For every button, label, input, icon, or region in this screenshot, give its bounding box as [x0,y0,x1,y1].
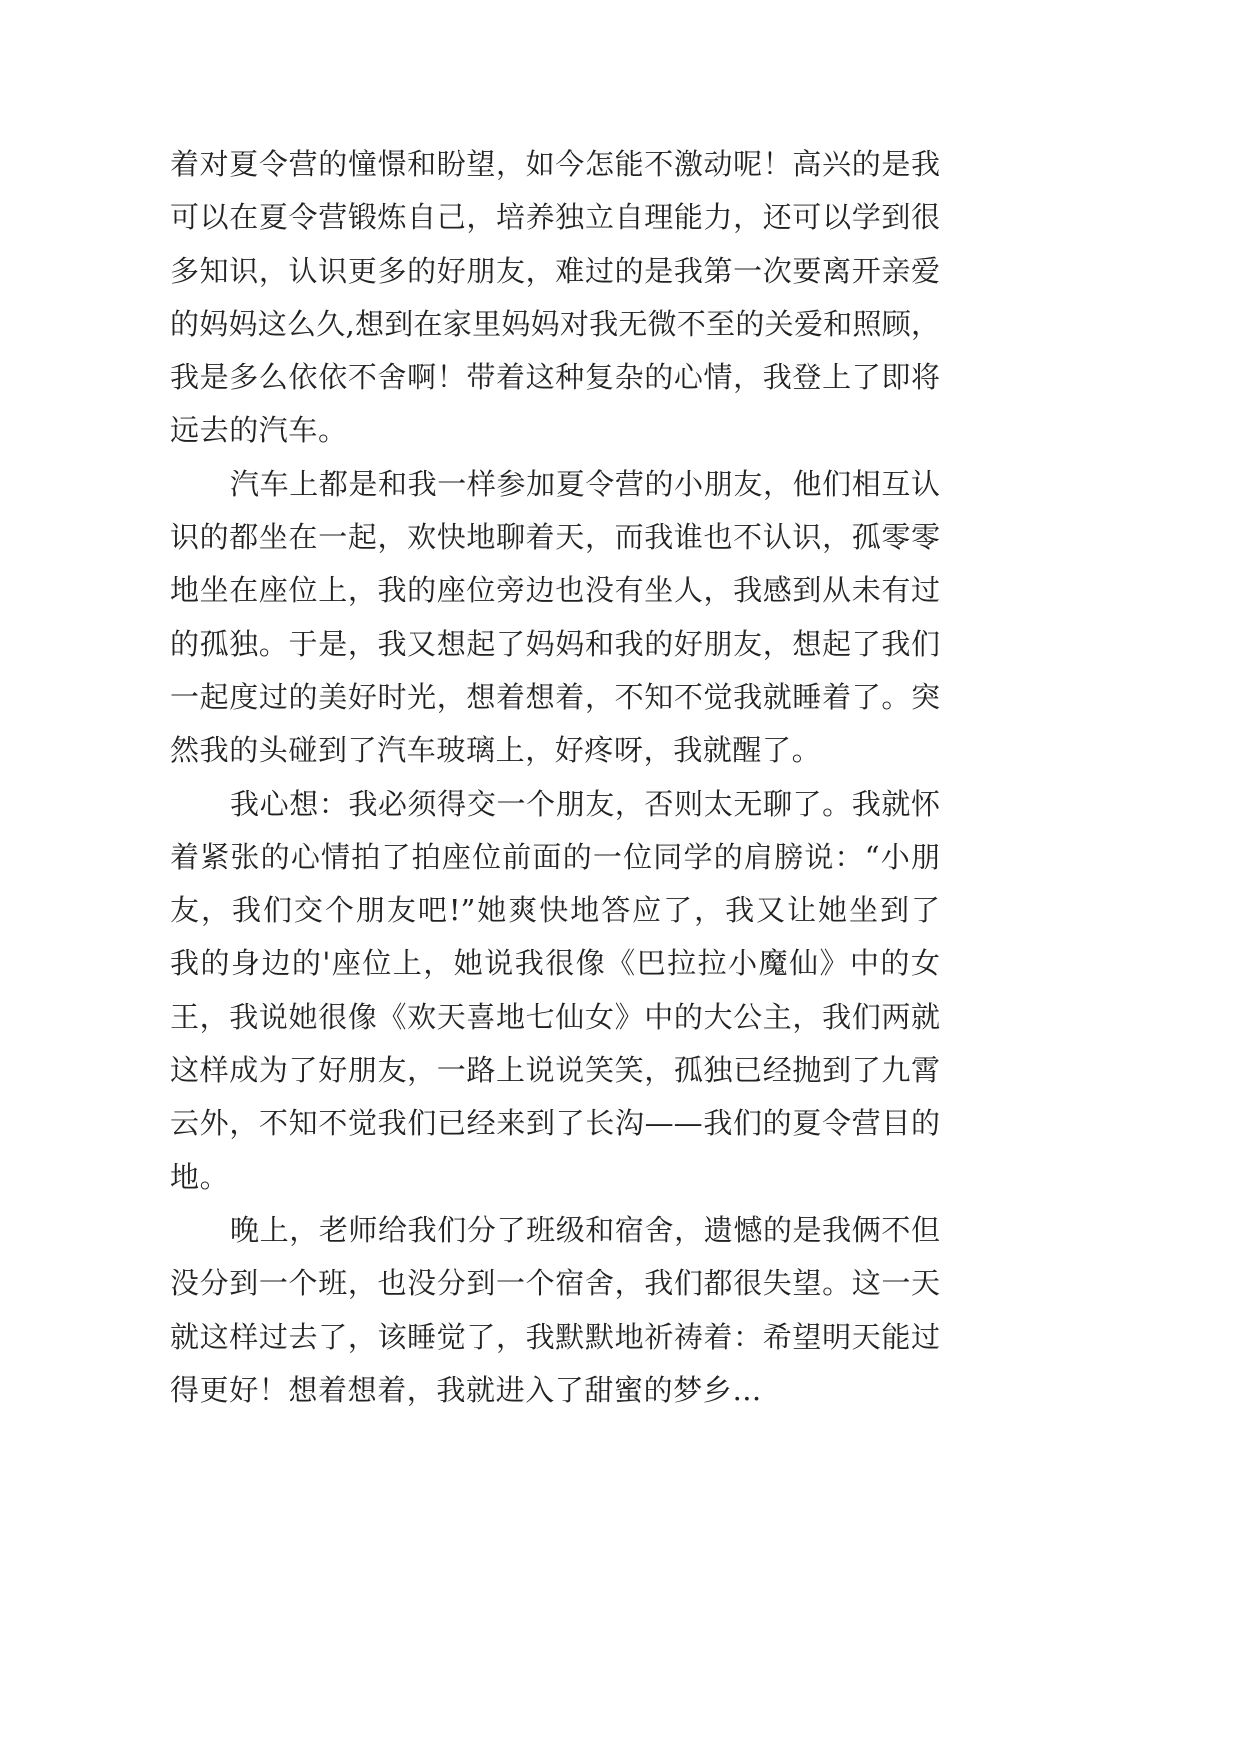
paragraph [170,778,940,1204]
paragraph [170,458,940,778]
text-line: 没分到一个班，也没分到一个宿舍，我们都很失望。这一天 [170,1266,940,1301]
text-line: 晚上，老师给我们分了班级和宿舍，遗憾的是我俩不但 [230,1212,940,1247]
text-line: 我心想：我必须得交一个朋友，否则太无聊了。我就怀 [230,786,940,821]
text-line: 远去的汽车。 [170,413,348,448]
text-line: 这样成为了好朋友，一路上说说笑笑，孤独已经抛到了九霄 [170,1053,940,1088]
text-line: 识的都坐在一起，欢快地聊着天，而我谁也不认识，孤零零 [170,520,940,555]
text-line: 一起度过的美好时光，想着想着，不知不觉我就睡着了。突 [170,679,940,714]
paragraph [170,138,940,458]
text-line: 我的身边的'座位上，她说我很像《巴拉拉小魔仙》中的女 [170,946,940,981]
text-line: 汽车上都是和我一样参加夏令营的小朋友，他们相互认 [230,466,940,501]
text-line: 可以在夏令营锻炼自己，培养独立自理能力，还可以学到很 [170,200,940,235]
text-line: 我是多么依依不舍啊！带着这种复杂的心情，我登上了即将 [170,360,940,395]
document-body [170,138,940,1417]
text-line: 的妈妈这么久,想到在家里妈妈对我无微不至的关爱和照顾， [170,306,940,341]
text-line: 地。 [170,1159,230,1194]
text-line: 着对夏令营的憧憬和盼望，如今怎能不激动呢！高兴的是我 [170,147,940,181]
text-line: 王，我说她很像《欢天喜地七仙女》中的大公主，我们两就 [170,999,940,1034]
paragraph [170,1204,940,1417]
text-line: 的孤独。于是，我又想起了妈妈和我的好朋友，想起了我们 [170,626,940,661]
text-line: 多知识，认识更多的好朋友，难过的是我第一次要离开亲爱 [170,253,940,288]
text-line: 地坐在座位上，我的座位旁边也没有坐人，我感到从未有过 [170,573,940,608]
text-line: 得更好！想着想着，我就进入了甜蜜的梦乡… [170,1372,763,1407]
text-line: 着紧张的心情拍了拍座位前面的一位同学的肩膀说：“小朋 [170,839,940,874]
text-line: 就这样过去了，该睡觉了，我默默地祈祷着：希望明天能过 [170,1319,940,1354]
text-line: 友，我们交个朋友吧!”她爽快地答应了，我又让她坐到了 [170,893,940,928]
text-line: 然我的头碰到了汽车玻璃上，好疼呀，我就醒了。 [170,733,822,768]
text-line: 云外，不知不觉我们已经来到了长沟——我们的夏令营目的 [170,1106,940,1141]
